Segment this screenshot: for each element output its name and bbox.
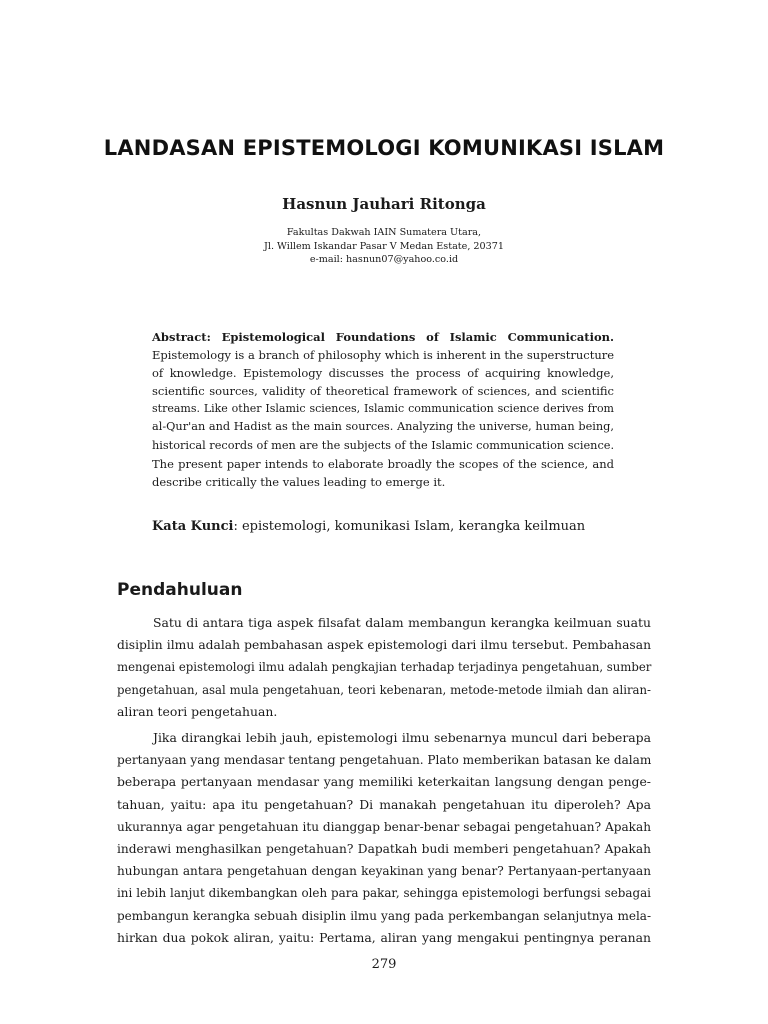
author-email: e-mail: hasnun07@yahoo.co.id — [309, 254, 459, 265]
body-line: inderawi menghasilkan pengetahuan? Dapatkah budi memberi pengetahuan? Apakah — [117, 842, 651, 857]
body-line: Jika dirangkai lebih jauh, epistemologi ilmu sebenarnya muncul dari beberapa — [153, 730, 651, 746]
abstract-line: The present paper intends to elaborate broadly the scopes of the science, and — [152, 456, 614, 471]
keywords-label: Kata Kunci — [152, 519, 234, 534]
author-affiliation — [0, 226, 768, 267]
keywords-text: : epistemologi, komunikasi Islam, kerangka keilmuan — [233, 519, 586, 534]
abstract — [152, 328, 614, 491]
author-name: Hasnun Jauhari Ritonga — [282, 195, 486, 213]
body-line: ukurannya agar pengetahuan itu dianggap benar-benar sebagai pengetahuan? Apakah — [117, 819, 651, 834]
abstract-line: describe critically the values leading to emerge it. — [152, 474, 446, 489]
body-line: mengenai epistemologi ilmu adalah pengkajian terhadap terjadinya pengetahuan, sumber — [117, 660, 652, 675]
paragraph-2 — [117, 727, 651, 949]
paragraph-1 — [117, 612, 651, 723]
abstract-line: of knowledge. Epistemology discusses the process of acquiring knowledge, — [152, 366, 614, 381]
body-line: pengetahuan, asal mula pengetahuan, teori kebenaran, metode-metode ilmiah dan aliran- — [117, 682, 651, 697]
body-line: ini lebih lanjut dikembangkan oleh para pakar, sehingga epistemologi berfungsi sebagai — [117, 886, 651, 901]
abstract-label: Abstract: Epistemological Foundations of Islamic Communication. — [152, 330, 614, 344]
article-title: LANDASAN EPISTEMOLOGI KOMUNIKASI ISLAM — [103, 136, 665, 160]
section-heading: Pendahuluan — [117, 580, 243, 600]
body-line: Satu di antara tiga aspek filsafat dalam membangun kerangka keilmuan suatu — [153, 615, 651, 630]
body-line: beberapa pertanyaan mendasar yang memiliki keterkaitan langsung dengan penge- — [117, 774, 651, 790]
abstract-line: al-Qur'an and Hadist as the main sources. Analyzing the universe, human being, — [152, 420, 614, 434]
keywords — [152, 519, 585, 534]
body-line: tahuan, yaitu: apa itu pengetahuan? Di manakah pengetahuan itu diperoleh? Apa — [117, 796, 651, 812]
abstract-line: scientific sources, validity of theoretical framework of sciences, and scientific — [152, 384, 614, 399]
body-line: aliran teori pengetahuan. — [117, 703, 278, 719]
body-line: hubungan antara pengetahuan dengan keyakinan yang benar? Pertanyaan-pertanyaan — [117, 864, 651, 879]
abstract-line: streams. Like other Islamic sciences, Islamic communication science derives from — [152, 402, 614, 416]
body-line: pembangun kerangka sebuah disiplin ilmu yang pada perkembangan selanjutnya mela- — [117, 908, 651, 923]
body-line: pertanyaan yang mendasar tentang pengetahuan. Plato memberikan batasan ke dalam — [117, 753, 652, 768]
abstract-line: historical records of men are the subjects of the Islamic communication science. — [152, 438, 615, 452]
affiliation-line-1: Fakultas Dakwah IAIN Sumatera Utara, — [286, 227, 482, 238]
body-line: disiplin ilmu adalah pembahasan aspek epistemologi dari ilmu tersebut. Pembahasan — [117, 638, 651, 653]
body-text — [117, 612, 651, 949]
page-number: 279 — [371, 957, 397, 972]
affiliation-line-2: Jl. Willem Iskandar Pasar V Medan Estate, 20371 — [264, 240, 504, 252]
abstract-line: Epistemology is a branch of philosophy which is inherent in the superstructure — [152, 348, 615, 363]
body-line: hirkan dua pokok aliran, yaitu: Pertama, aliran yang mengakui pentingnya peranan — [117, 929, 651, 945]
